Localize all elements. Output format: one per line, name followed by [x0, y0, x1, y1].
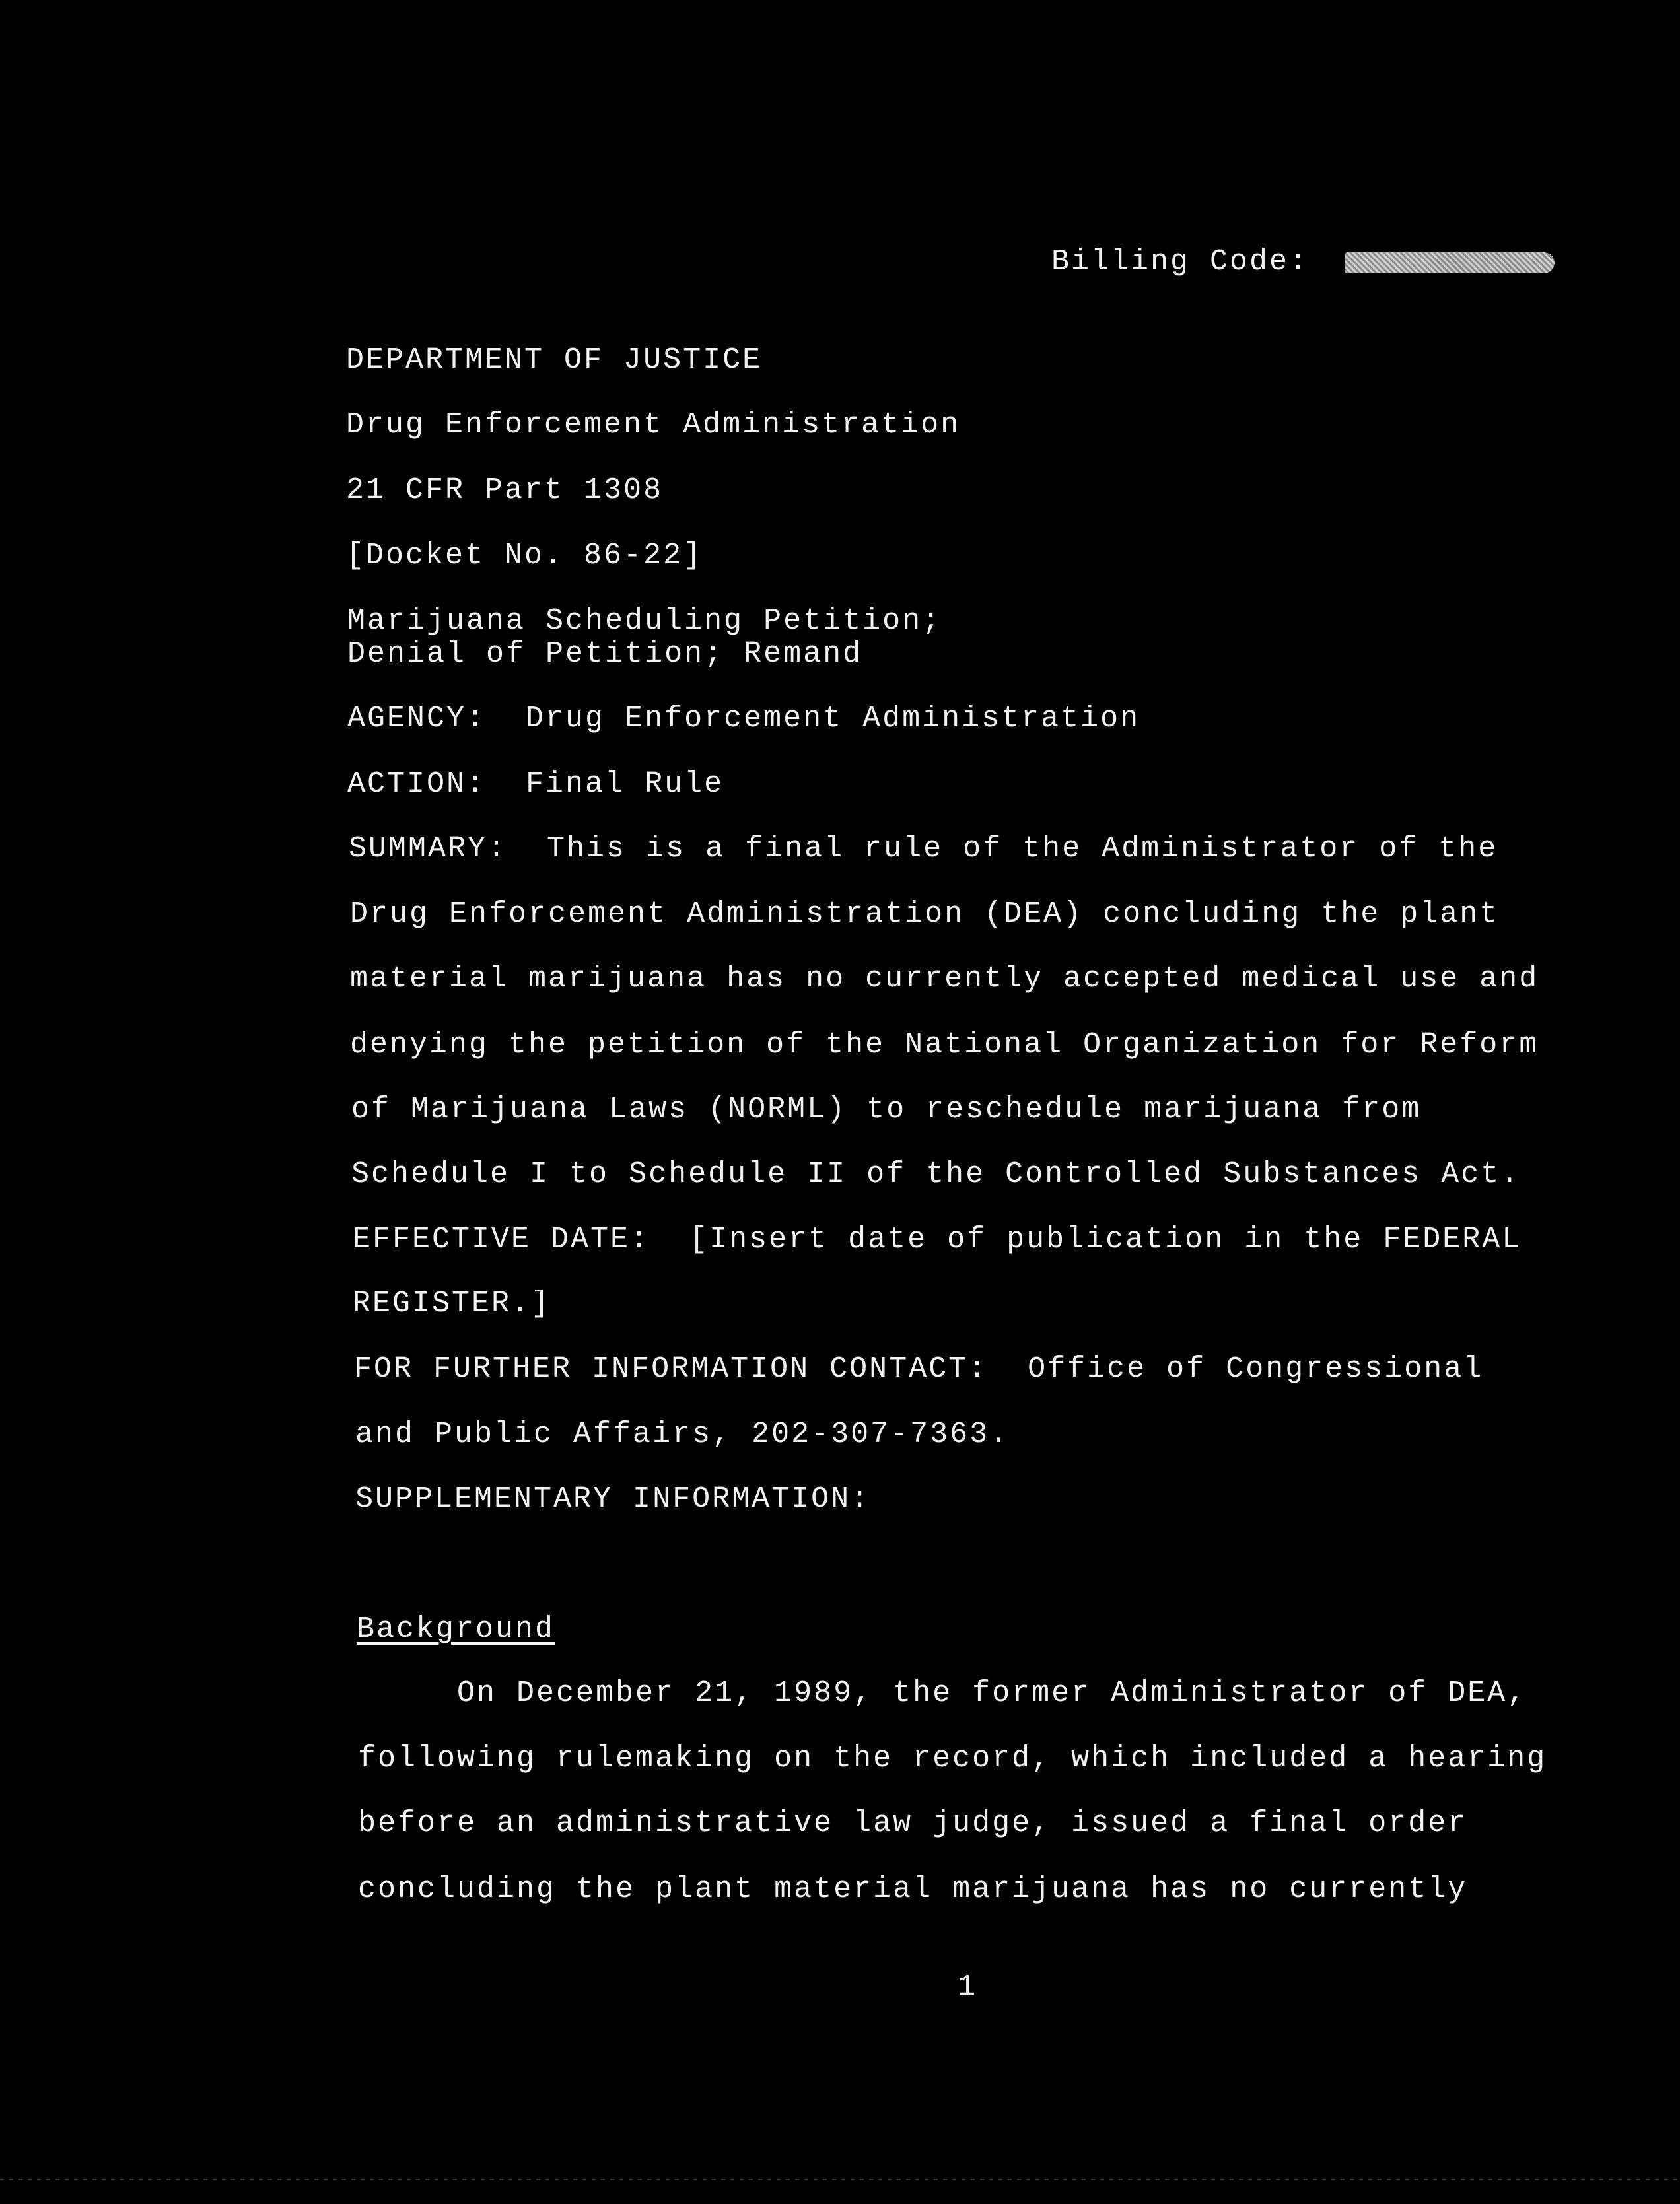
summary-line: material marijuana has no currently accepted medical use and: [350, 962, 1539, 996]
cfr-part: 21 CFR Part 1308: [346, 473, 664, 507]
contact-line: FOR FURTHER INFORMATION CONTACT: Office of Congressional: [354, 1352, 1484, 1386]
summary-line: denying the petition of the National Organization for Reform: [350, 1028, 1539, 1062]
agency-name: Drug Enforcement Administration: [346, 408, 961, 442]
effective-date-line: REGISTER.]: [353, 1287, 551, 1321]
summary-line: Schedule I to Schedule II of the Controlled Substances Act.: [351, 1157, 1521, 1191]
summary-line: Drug Enforcement Administration (DEA) concluding the plant: [350, 897, 1500, 931]
docket-number: [Docket No. 86-22]: [346, 539, 703, 572]
subject-line-2: Denial of Petition; Remand: [347, 637, 863, 671]
billing-code-redaction: [1345, 252, 1555, 273]
department-title: DEPARTMENT OF JUSTICE: [346, 343, 763, 377]
summary-line: of Marijuana Laws (NORML) to reschedule marijuana from: [351, 1093, 1422, 1126]
subject-line-1: Marijuana Scheduling Petition;: [347, 604, 942, 638]
background-heading: Background: [357, 1612, 555, 1646]
background-line: following rulemaking on the record, which included a hearing: [358, 1742, 1547, 1775]
background-line: concluding the plant material marijuana has no currently: [358, 1873, 1468, 1906]
contact-line: and Public Affairs, 202-307-7363.: [355, 1418, 1010, 1451]
page-number: 1: [958, 1970, 978, 2004]
background-line: On December 21, 1989, the former Administrator of DEA,: [358, 1676, 1527, 1710]
summary-line: SUMMARY: This is a final rule of the Administrator of the: [349, 832, 1498, 866]
scan-edge-artifact: [0, 2179, 1680, 2180]
background-line: before an administrative law judge, issued a final order: [358, 1807, 1468, 1840]
agency-field: AGENCY: Drug Enforcement Administration: [347, 702, 1140, 736]
action-field: ACTION: Final Rule: [347, 767, 724, 801]
billing-code-label: Billing Code:: [1051, 245, 1310, 279]
effective-date-line: EFFECTIVE DATE: [Insert date of publication in the FEDERAL: [353, 1223, 1522, 1257]
supplementary-heading: SUPPLEMENTARY INFORMATION:: [355, 1482, 871, 1516]
